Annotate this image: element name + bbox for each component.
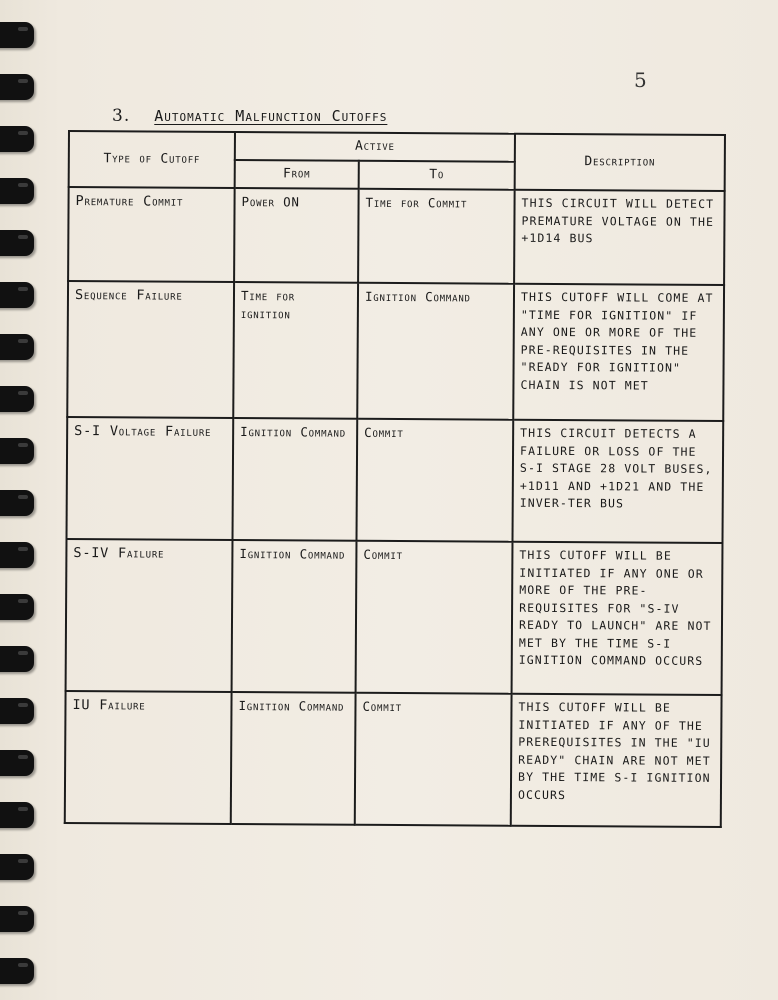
binding-coil — [0, 958, 34, 984]
binding-coil — [0, 282, 34, 308]
binding-coil — [0, 490, 34, 516]
cutoff-table — [64, 130, 726, 828]
cell-description: THIS CUTOFF WILL COME AT "TIME FOR IGNITION" IF ANY ONE OR MORE OF THE PRE-REQUISITES IN THE "READY FOR IGNITION" CHAIN IS NOT MET — [513, 284, 724, 421]
cell-description: THIS CUTOFF WILL BE INITIATED IF ANY OF THE PREREQUISITES IN THE "IU READY" CHAIN ARE NOT MET BY THE TIME S-I IGNITION OCCURS — [511, 694, 722, 827]
binding-coil — [0, 178, 34, 204]
header-description: Description — [515, 134, 725, 191]
table-row — [66, 539, 723, 695]
cell-type: Premature Commit — [68, 187, 235, 282]
section-heading — [112, 106, 387, 126]
spiral-binding — [0, 0, 44, 1000]
binding-coil — [0, 22, 34, 48]
header-to: To — [359, 161, 515, 190]
binding-coil — [0, 854, 34, 880]
cell-to: Time for Commit — [358, 189, 515, 284]
binding-coil — [0, 802, 34, 828]
header-type-of-cutoff: Type of Cutoff — [69, 131, 235, 188]
binding-coil — [0, 750, 34, 776]
binding-coil — [0, 646, 34, 672]
binding-coil — [0, 74, 34, 100]
cell-from: Ignition Command — [232, 540, 357, 693]
table-row — [67, 417, 724, 543]
binding-coil — [0, 542, 34, 568]
binding-coil — [0, 334, 34, 360]
section-title: Automatic Malfunction Cutoffs — [154, 107, 388, 125]
table-row — [65, 691, 722, 827]
cell-description: THIS CIRCUIT WILL DETECT PREMATURE VOLTAGE ON THE +1D14 BUS — [514, 190, 725, 285]
section-number: 3. — [112, 106, 131, 126]
cell-to: Commit — [356, 419, 513, 542]
cell-from: Power ON — [234, 188, 359, 283]
cell-type: S-IV Failure — [66, 539, 233, 692]
cell-from: Ignition Command — [232, 418, 357, 541]
cell-description: THIS CUTOFF WILL BE INITIATED IF ANY ONE OR MORE OF THE PRE-REQUISITES FOR "S-IV READY TO LAUNCH" ARE NOT MET BY THE TIME S-I IGNITION COMMAND OCCURS — [512, 542, 723, 695]
header-from: From — [235, 160, 359, 189]
binding-coil — [0, 230, 34, 256]
table-row — [68, 187, 725, 285]
table-row — [67, 281, 724, 421]
binding-coil — [0, 386, 34, 412]
cell-to: Commit — [356, 541, 513, 694]
header-active: Active — [235, 132, 515, 162]
cell-type: Sequence Failure — [67, 281, 234, 418]
cell-description: THIS CIRCUIT DETECTS A FAILURE OR LOSS OF THE S-I STAGE 28 VOLT BUSES, +1D11 AND +1D21 AND THE INVER-TER BUS — [513, 420, 724, 543]
cell-from: Time for ignition — [233, 282, 358, 419]
binding-coil — [0, 438, 34, 464]
binding-coil — [0, 126, 34, 152]
cell-to: Ignition Command — [357, 283, 514, 420]
cutoff-table-container — [64, 130, 724, 826]
cell-type: S-I Voltage Failure — [67, 417, 234, 540]
binding-coil — [0, 698, 34, 724]
cell-type: IU Failure — [65, 691, 232, 824]
page-number: 5 — [634, 68, 647, 92]
binding-coil — [0, 906, 34, 932]
cell-to: Commit — [355, 693, 512, 826]
binding-coil — [0, 594, 34, 620]
cell-from: Ignition Command — [231, 692, 356, 825]
